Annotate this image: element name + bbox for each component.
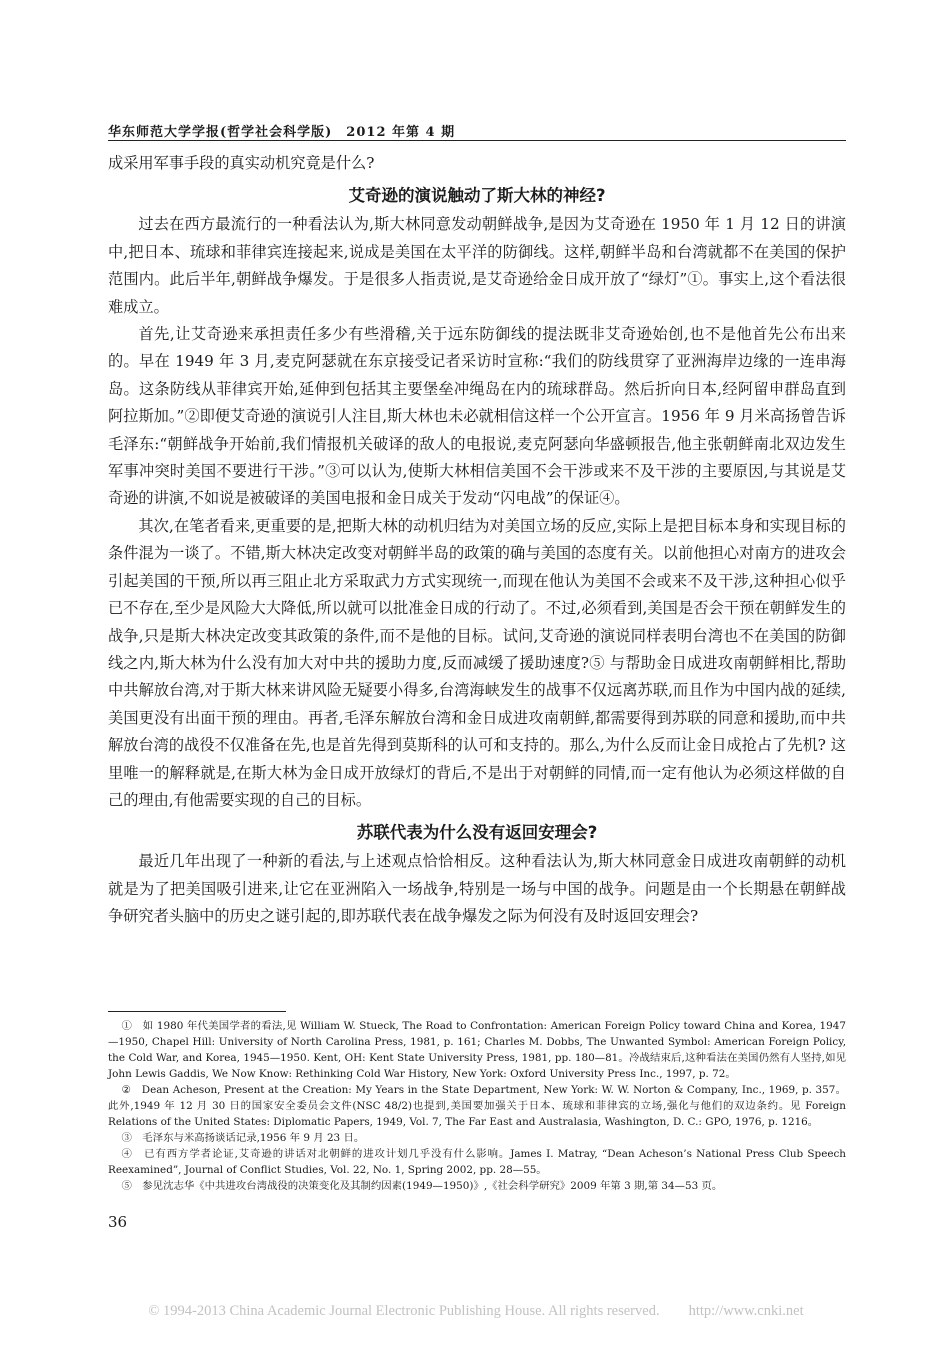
intro-line: 成采用军事手段的真实动机究竟是什么? (108, 154, 375, 172)
paragraph: 过去在西方最流行的一种看法认为,斯大林同意发动朝鲜战争,是因为艾奇逊在 1950 年 1 月 12 日的讲演中,把日本、琉球和菲律宾连接起来,说成是美国在太平洋的防御线。这样,朝鲜半岛和台湾就都不在美国的保护范围内。此后半年,朝鲜战争爆发。于是很多人指责说,是艾奇逊给金日成开放了“绿灯”①。事实上,这个看法很难成立。 (108, 215, 846, 316)
footnote: ③ 毛泽东与米高扬谈话记录,1956 年 9 月 23 日。 (121, 1132, 365, 1144)
paragraph: 首先,让艾奇逊来承担责任多少有些滑稽,关于远东防御线的提法既非艾奇逊始创,也不是他首先公布出来的。早在 1949 年 3 月,麦克阿瑟就在东京接受记者采访时宣称:“我们的防线贯穿了亚洲海岸边缘的一连串海岛。这条防线从菲律宾开始,延伸到包括其主要堡垒冲绳岛在内的琉球群岛。然后折向日本,经阿留申群岛直到阿拉斯加。”②即便艾奇逊的演说引人注目,斯大林也未必就相信这样一个公开宣言。1956 年 9 月米高扬曾告诉毛泽东:“朝鲜战争开始前,我们情报机关破译的敌人的电报说,麦克阿瑟向华盛顿报告,他主张朝鲜南北双边发生军事冲突时美国不要进行干涉。”③可以认为,使斯大林相信美国不会干涉或来不及干涉的主要原因,与其说是艾奇逊的讲演,不如说是被破译的美国电报和金日成关于发动“闪电战”的保证④。 (108, 325, 846, 508)
section-heading-2: 苏联代表为什么没有返回安理会? (356, 823, 598, 843)
footnote: ④ 已有西方学者论证,艾奇逊的讲话对北朝鲜的进攻计划几乎没有什么影响。James I. Matray, “Dean Acheson’s National Press Club Speech Reexamined”, Journal of Conflict Studies, Vol. 22, No. 1, Spring 2002, pp. 28—55。 (108, 1148, 846, 1176)
paragraph: 其次,在笔者看来,更重要的是,把斯大林的动机归结为对美国立场的反应,实际上是把目标本身和实现目标的条件混为一谈了。不错,斯大林决定改变对朝鲜半岛的政策的确与美国的态度有关。以前他担心对南方的进攻会引起美国的干预,所以再三阻止北方采取武力方式实现统一,而现在他认为美国不会或来不及干涉,这种担心似乎已不存在,至少是风险大大降低,所以就可以批准金日成的行动了。不过,必须看到,美国是否会干预在朝鲜发生的战争,只是斯大林决定改变其政策的条件,而不是他的目标。试问,艾奇逊的演说同样表明台湾也不在美国的防御线之内,斯大林为什么没有加大对中共的援助力度,反而减缓了援助速度?⑤ 与帮助金日成进攻南朝鲜相比,帮助中共解放台湾,对于斯大林来讲风险无疑要小得多,台湾海峡发生的战事不仅远离苏联,而且作为中国内战的延续,美国更没有出面干预的理由。再者,毛泽东解放台湾和金日成进攻南朝鲜,都需要得到苏联的同意和援助,而中共解放台湾的战役不仅准备在先,也是首先得到莫斯科的认可和支持的。那么,为什么反而让金日成抢占了先机? 这里唯一的解释就是,在斯大林为金日成开放绿灯的背后,不是出于对朝鲜的同情,而一定有他认为必须这样做的自己的理由,有他需要实现的自己的目标。 (108, 516, 846, 809)
section-heading-1: 艾奇逊的演说触动了斯大林的神经? (348, 186, 606, 206)
running-header: 华东师范大学学报(哲学社会科学版) 2012 年第 4 期 (108, 125, 456, 140)
article-body (108, 150, 846, 931)
page-number: 36 (108, 1213, 128, 1231)
footnote: ⑤ 参见沈志华《中共进攻台湾战役的决策变化及其制约因素(1949—1950)》,《社会科学研究》2009 年第 3 期,第 34—53 页。 (121, 1180, 723, 1192)
header-rule (108, 140, 846, 141)
footnote-rule (108, 1011, 286, 1012)
footnote: ① 如 1980 年代美国学者的看法,见 William W. Stueck, The Road to Confrontation: American Foreign Policy toward China and Korea, 1947—1950, Chapel Hill: University of North Carolina Press, 1981, p. 161; Charles M. Dobbs, The Unwanted Symbol: American Foreign Policy, the Cold War, and Korea, 1945—1950. Kent, OH: Kent State University Press, 1981, pp. 180—81。冷战结束后,这种看法在美国仍然有人坚持,如见 John Lewis Gaddis, We Now Know: Rethinking Cold War History, New York: Oxford University Press Inc., 1997, p. 72。 (108, 1020, 846, 1080)
copyright-watermark: © 1994-2013 China Academic Journal Electronic Publishing House. All rights reserved. http://www.cnki.net (148, 1303, 804, 1319)
footnote: ② Dean Acheson, Present at the Creation: My Years in the State Department, New York: W. W. Norton & Company, Inc., 1969, p. 357。此外,1949 年 12 月 30 日的国家安全委员会文件(NSC 48/2)也提到,美国要加强关于日本、琉球和菲律宾的立场,强化与他们的双边条约。见 Foreign Relations of the United States: Diplomatic Papers, 1949, Vol. 7, The Far East and Australasia, Washington, D. C.: GPO, 1976, p. 1216。 (108, 1084, 846, 1128)
footnotes (108, 1018, 846, 1194)
paragraph: 最近几年出现了一种新的看法,与上述观点恰恰相反。这种看法认为,斯大林同意金日成进攻南朝鲜的动机就是为了把美国吸引进来,让它在亚洲陷入一场战争,特别是一场与中国的战争。问题是由一个长期悬在朝鲜战争研究者头脑中的历史之谜引起的,即苏联代表在战争爆发之际为何没有及时返回安理会? (108, 852, 846, 926)
